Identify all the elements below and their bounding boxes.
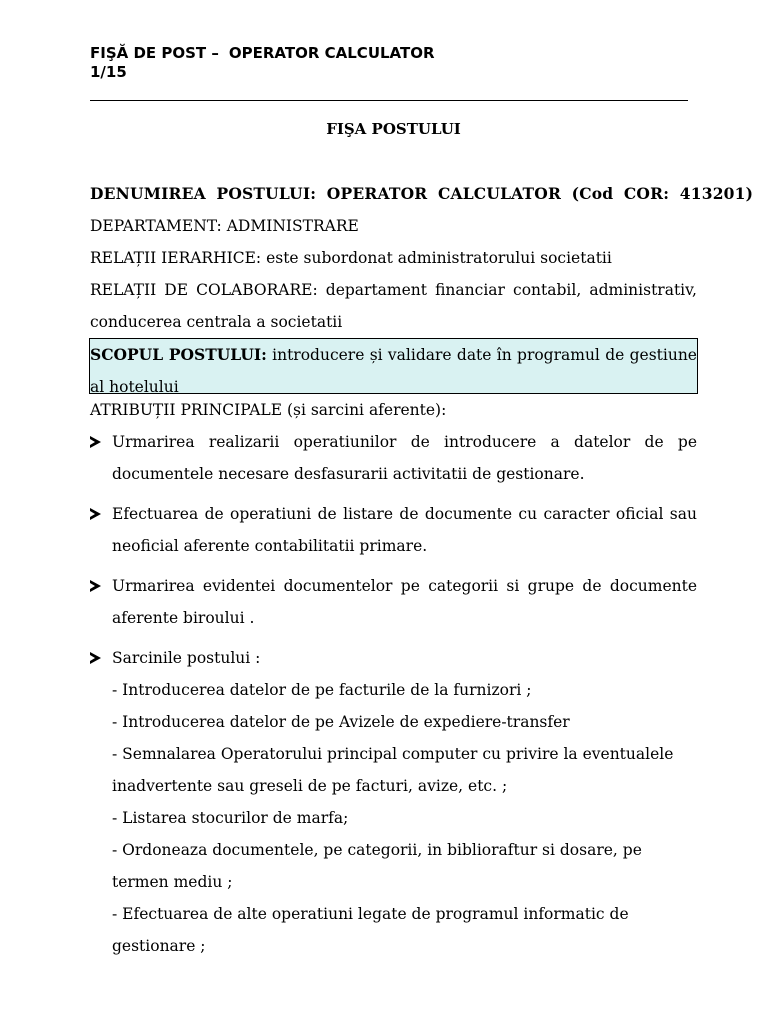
collaboration-field: RELAȚII DE COLABORARE: departament financiar contabil, administrativ, conducerea centrala a societatii: [90, 281, 697, 331]
job-purpose-label: SCOPUL POSTULUI:: [90, 345, 267, 364]
header-divider: [90, 100, 688, 101]
arrow-bullet-icon: [90, 508, 101, 520]
header-job-title: OPERATOR CALCULATOR: [228, 44, 435, 62]
job-purpose-box: [89, 338, 698, 394]
responsibility-text: Urmarirea realizarii operatiunilor de introducere a datelor de pe documentele necesare desfasurarii activitatii de gestionare.: [112, 433, 697, 483]
task-item: - Efectuarea de alte operatiuni legate de programul informatic de gestionare ;: [112, 905, 629, 955]
task-item: - Introducerea datelor de pe facturile de la furnizori ;: [112, 681, 532, 699]
responsibility-text: Urmarirea evidentei documentelor pe categorii si grupe de documente aferente biroului .: [112, 577, 697, 627]
arrow-bullet-icon: [90, 652, 101, 664]
job-name-field: DENUMIREA POSTULUI: OPERATOR CALCULATOR (Cod COR: 413201): [90, 184, 754, 203]
hierarchy-field: RELAȚII IERARHICE: este subordonat administratorului societatii: [90, 249, 612, 267]
header-doc-type: FIŞĂ DE POST –: [90, 44, 219, 62]
task-item: - Semnalarea Operatorului principal computer cu privire la eventualele inadvertente sau greseli de pe facturi, avize, etc. ;: [112, 745, 674, 795]
arrow-bullet-icon: [90, 580, 101, 592]
responsibility-item: [90, 570, 697, 634]
responsibility-item: [90, 498, 697, 562]
tasks-section: [90, 642, 697, 962]
document-title: FIŞA POSTULUI: [326, 120, 461, 138]
job-purpose-text: introducere și validare date în programul de gestiune al hotelului: [90, 346, 697, 396]
department-field: DEPARTAMENT: ADMINISTRARE: [90, 217, 359, 235]
responsibilities-heading: ATRIBUȚII PRINCIPALE (și sarcini aferente):: [90, 401, 447, 419]
header-title-line: [90, 44, 435, 63]
task-item: - Ordoneaza documentele, pe categorii, in biblioraftur si dosare, pe termen mediu ;: [112, 841, 642, 891]
page-header: [90, 44, 435, 82]
responsibility-text: Efectuarea de operatiuni de listare de documente cu caracter oficial sau neoficial aferente contabilitatii primare.: [112, 505, 697, 555]
task-item: - Listarea stocurilor de marfa;: [112, 809, 349, 827]
tasks-heading: Sarcinile postului :: [112, 649, 261, 667]
responsibility-item: [90, 426, 697, 490]
document-body: [90, 178, 754, 962]
task-item: - Introducerea datelor de pe Avizele de expediere-transfer: [112, 713, 570, 731]
header-page-number: 1/15: [90, 63, 127, 81]
arrow-bullet-icon: [90, 436, 101, 448]
